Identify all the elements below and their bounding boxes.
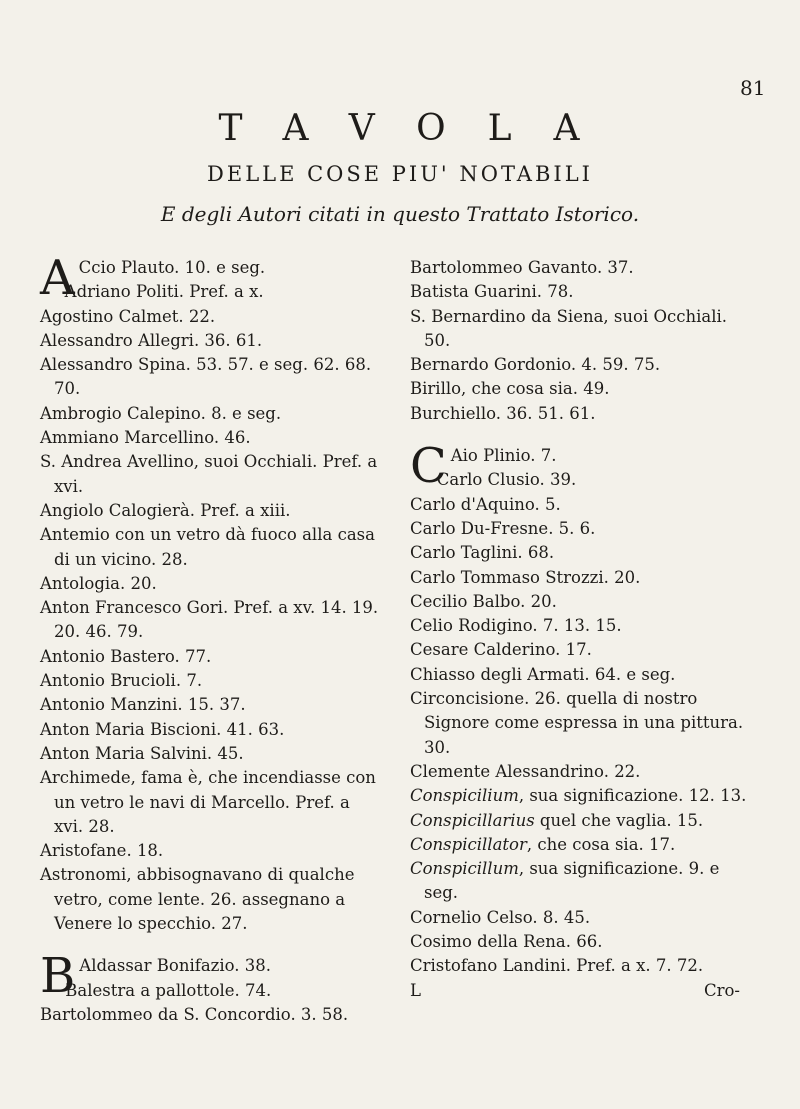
page-subtitle: DELLE COSE PIU' NOTABILI bbox=[207, 162, 593, 186]
entry-text: Anton Maria Biscioni. 41. 63. bbox=[40, 719, 285, 739]
index-entry bbox=[40, 499, 380, 523]
entry-text: Carlo Taglini. 68. bbox=[410, 543, 555, 563]
initial-letter: B bbox=[40, 948, 76, 1005]
page-footer bbox=[410, 979, 750, 1003]
entry-latin-term: Conspicillum bbox=[410, 859, 519, 879]
entry-text: , sua significazione. 12. 13. bbox=[518, 786, 747, 806]
entry-text: Carlo Tommaso Strozzi. 20. bbox=[410, 567, 641, 587]
index-entry bbox=[40, 523, 380, 572]
entry-text: Adriano Politi. Pref. a x. bbox=[64, 282, 264, 302]
index-entry bbox=[410, 468, 750, 492]
entry-text: S. Andrea Avellino, suoi Occhiali. Pref. a xvi. bbox=[40, 452, 378, 496]
index-entry bbox=[40, 426, 380, 450]
index-entry bbox=[40, 742, 380, 766]
index-entry bbox=[40, 979, 380, 1003]
left-column bbox=[40, 250, 380, 1027]
entry-text: Cesare Calderino. 17. bbox=[410, 640, 592, 660]
entry-text: Agostino Calmet. 22. bbox=[40, 306, 216, 326]
index-entry bbox=[40, 645, 380, 669]
index-entry bbox=[40, 450, 380, 499]
index-entry bbox=[410, 566, 750, 590]
entry-text: Carlo Du-Fresne. 5. 6. bbox=[410, 518, 596, 538]
entry-text: Angiolo Calogierà. Pref. a xiii. bbox=[40, 500, 291, 520]
page-title: TAVOLA bbox=[218, 108, 622, 149]
entry-text: Carlo Clusio. 39. bbox=[436, 470, 577, 490]
section-gap bbox=[410, 426, 750, 444]
index-entry bbox=[40, 863, 380, 936]
entry-text: , che cosa sia. 17. bbox=[526, 834, 676, 854]
index-entry bbox=[410, 784, 750, 808]
index-entry bbox=[40, 402, 380, 426]
index-entry bbox=[410, 638, 750, 662]
entry-text: Ambrogio Calepino. 8. e seg. bbox=[40, 403, 282, 423]
entry-text: Circoncisione. 26. quella di nostro Signore come espressa in una pittura. 30. bbox=[410, 689, 744, 757]
index-entry bbox=[410, 377, 750, 401]
index-entry bbox=[40, 280, 380, 304]
index-entry bbox=[410, 614, 750, 638]
index-entry bbox=[40, 353, 380, 402]
entry-latin-term: Conspicillarius bbox=[410, 810, 535, 830]
index-entry bbox=[410, 402, 750, 426]
entry-text: Antemio con un vetro dà fuoco alla casa di un vicino. 28. bbox=[40, 525, 375, 569]
page-subline: E degli Autori citati in questo Trattato Istorico. bbox=[160, 202, 640, 226]
index-entry bbox=[40, 596, 380, 645]
entry-text: Bartolommeo Gavanto. 37. bbox=[410, 258, 634, 277]
entry-text: Ammiano Marcellino. 46. bbox=[40, 428, 251, 448]
entry-text: Burchiello. 36. 51. 61. bbox=[410, 403, 596, 423]
entry-text: Antologia. 20. bbox=[40, 573, 157, 593]
index-entry bbox=[40, 839, 380, 863]
entry-text: Carlo d'Aquino. 5. bbox=[410, 494, 561, 514]
entry-text: Chiasso degli Armati. 64. e seg. bbox=[410, 664, 676, 684]
entry-text: Aristofane. 18. bbox=[40, 841, 164, 861]
entry-text: Batista Guarini. 78. bbox=[410, 282, 574, 302]
entry-text: Ccio Plauto. 10. e seg. bbox=[78, 258, 266, 277]
index-entry bbox=[410, 930, 750, 954]
index-entry bbox=[410, 353, 750, 377]
index-entry bbox=[40, 766, 380, 839]
index-entry bbox=[410, 517, 750, 541]
index-entry bbox=[40, 669, 380, 693]
index-entry bbox=[410, 663, 750, 687]
entry-text: S. Bernardino da Siena, suoi Occhiali. 50. bbox=[410, 306, 728, 350]
entry-text: Balestra a pallottole. 74. bbox=[65, 980, 272, 1000]
index-entry bbox=[410, 906, 750, 930]
initial-letter: A bbox=[40, 250, 75, 306]
index-entry bbox=[410, 541, 750, 565]
index-entry bbox=[40, 693, 380, 717]
index-entry bbox=[40, 329, 380, 353]
index-entry bbox=[40, 718, 380, 742]
entry-latin-term: Conspicillator bbox=[410, 834, 527, 854]
index-entry bbox=[40, 1003, 380, 1027]
right-column bbox=[410, 256, 750, 1003]
index-entry bbox=[410, 493, 750, 517]
index-entry bbox=[40, 572, 380, 596]
entry-text: Aldassar Bonifazio. 38. bbox=[79, 956, 272, 976]
index-entry bbox=[410, 833, 750, 857]
page-number: 81 bbox=[740, 76, 766, 100]
entry-text: Anton Francesco Gori. Pref. a xv. 14. 19. 20. 46. 79. bbox=[40, 598, 379, 642]
index-entry bbox=[410, 280, 750, 304]
entry-text: Anton Maria Salvini. 45. bbox=[40, 743, 244, 763]
index-entry bbox=[410, 305, 750, 354]
entry-text: Antonio Manzini. 15. 37. bbox=[40, 695, 246, 715]
entry-text: Astronomi, abbisognavano di qualche vetro, come lente. 26. assegnano a Venere lo specchio. 27. bbox=[40, 865, 355, 934]
entry-text: Antonio Bastero. 77. bbox=[40, 646, 212, 666]
catchword: Cro- bbox=[703, 980, 740, 1000]
initial-letter: C bbox=[410, 438, 447, 495]
index-entry bbox=[410, 760, 750, 784]
entry-text: Bernardo Gordonio. 4. 59. 75. bbox=[410, 355, 661, 375]
entry-text: Bartolommeo da S. Concordio. 3. 58. bbox=[40, 1004, 349, 1024]
entry-text: , sua significazione. 9. e seg. bbox=[424, 859, 720, 903]
entry-text: Alessandro Spina. 53. 57. e seg. 62. 68. 70. bbox=[40, 355, 372, 399]
index-entry bbox=[410, 809, 750, 833]
index-entry bbox=[410, 256, 750, 280]
index-entry bbox=[410, 857, 750, 906]
entry-text: Aio Plinio. 7. bbox=[450, 446, 557, 466]
entry-text: Clemente Alessandrino. 22. bbox=[410, 761, 641, 781]
entry-text: Antonio Brucioli. 7. bbox=[40, 671, 203, 691]
index-entry bbox=[410, 954, 750, 978]
entry-text: Cornelio Celso. 8. 45. bbox=[410, 907, 591, 927]
entry-latin-term: Conspicilium bbox=[410, 786, 519, 806]
entry-text: Cristofano Landini. Pref. a x. 7. 72. bbox=[410, 956, 704, 976]
entry-text: Birillo, che cosa sia. 49. bbox=[410, 379, 610, 399]
entry-text: Celio Rodigino. 7. 13. 15. bbox=[410, 616, 622, 636]
entry-text: quel che vaglia. 15. bbox=[534, 810, 704, 830]
entry-text: Cecilio Balbo. 20. bbox=[410, 591, 557, 611]
entry-text: Cosimo della Rena. 66. bbox=[410, 932, 603, 952]
index-entry bbox=[410, 590, 750, 614]
entry-text: Alessandro Allegri. 36. 61. bbox=[40, 330, 263, 350]
index-entry bbox=[410, 687, 750, 760]
section-gap bbox=[40, 936, 380, 954]
index-entry bbox=[40, 305, 380, 329]
signature-mark: L bbox=[410, 980, 421, 1000]
entry-text: Archimede, fama è, che incendiasse con un vetro le navi di Marcello. Pref. a xvi. 28. bbox=[40, 768, 376, 836]
